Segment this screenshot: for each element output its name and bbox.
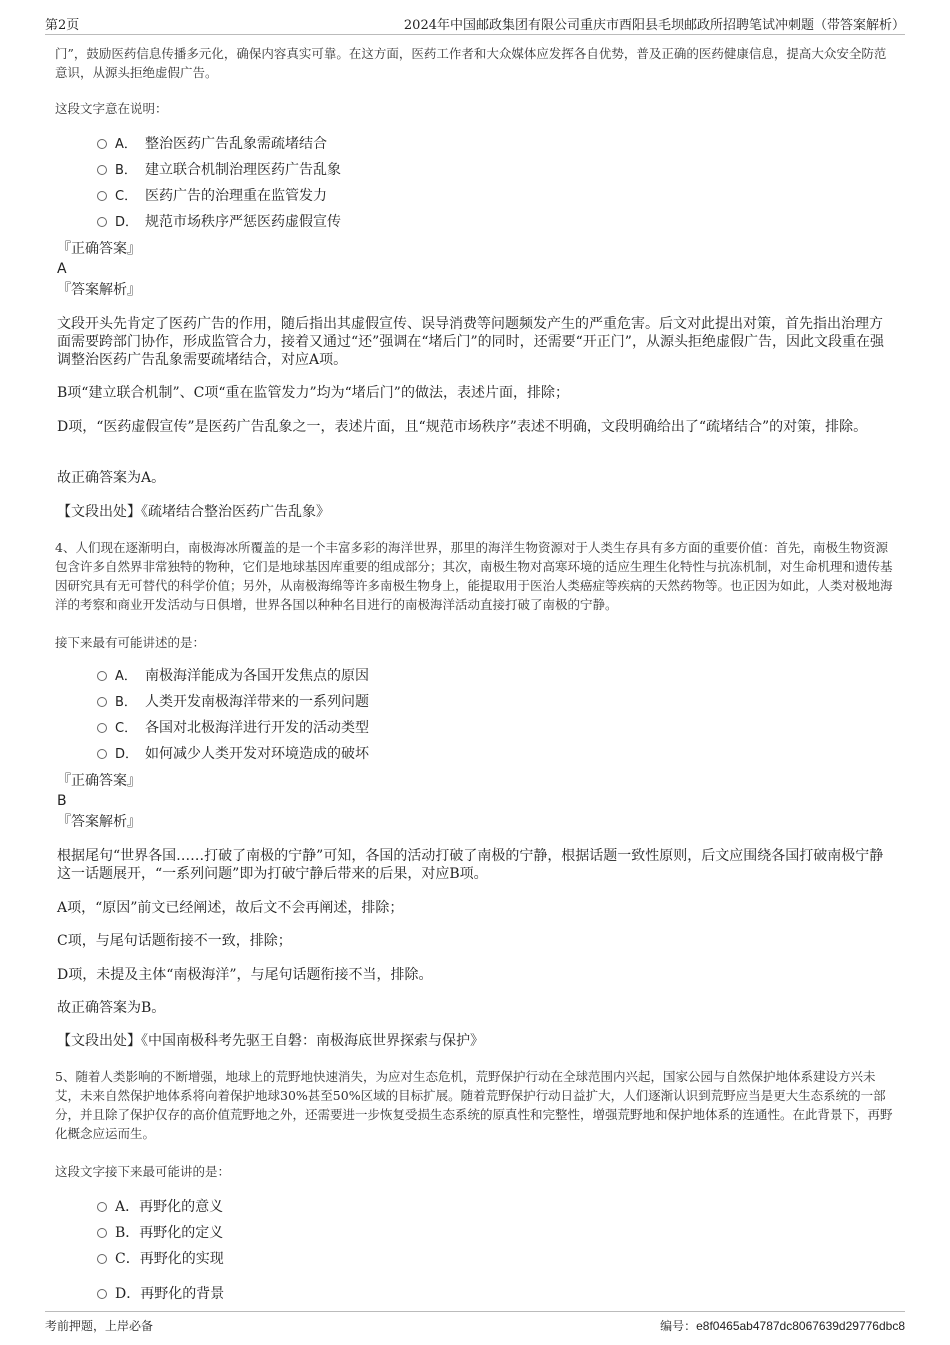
q4-prompt: 接下来最有可能讲述的是： xyxy=(55,635,206,650)
radio-icon[interactable] xyxy=(97,165,107,175)
q3-option-a[interactable]: A． 整治医药广告乱象需疏堵结合 xyxy=(97,134,327,155)
radio-icon[interactable] xyxy=(97,749,107,759)
q4-option-b[interactable]: B． 人类开发南极海洋带来的一系列问题 xyxy=(97,692,369,713)
q4-passage: 4、人们现在逐渐明白，南极海冰所覆盖的是一个丰富多彩的海洋世界，那里的海洋生物资源对于人类生存具有多方面的重要价值：首先，南极生物资源包含许多自然界非常独特的物种，它们是地球基因库重要的组成部分；其次，南极生物对高寒环境的适应生理生化特性与抗冻机制，对生命机理和遗传基因研究具有无可替代的科学价值；另外，从南极海绵等许多南极生物身上，能提取用于医治人类癌症等疾病的天然药物等。也正因为如此，人类对极地海洋的考察和商业开发活动与日俱增，世界各国以种种名目进行的南极海洋活动直接打破了南极的宁静。 xyxy=(55,540,893,612)
document-title: 2024年中国邮政集团有限公司重庆市酉阳县毛坝邮政所招聘笔试冲刺题（带答案解析） xyxy=(403,18,905,33)
q4-analysis-4: D项，未提及主体“南极海洋”，与尾句话题衔接不当，排除。 xyxy=(57,967,433,983)
q4-analysis-label: 『答案解析』 xyxy=(57,814,141,830)
radio-icon[interactable] xyxy=(97,217,107,227)
page-number: 第2页 xyxy=(45,18,80,33)
q4-analysis-5: 故正确答案为B。 xyxy=(57,1000,166,1016)
radio-icon[interactable] xyxy=(97,1254,107,1264)
radio-icon[interactable] xyxy=(97,1202,107,1212)
q4-answer: B xyxy=(57,793,67,809)
radio-icon[interactable] xyxy=(97,191,107,201)
q3-option-d[interactable]: D． 规范市场秩序严惩医药虚假宣传 xyxy=(97,212,341,233)
footer-slogan: 考前押题，上岸必备 xyxy=(45,1319,154,1333)
radio-icon[interactable] xyxy=(97,723,107,733)
q3-analysis-4: 故正确答案为A。 xyxy=(57,470,166,486)
page-header xyxy=(45,12,905,35)
q5-option-d[interactable]: D．再野化的背景 xyxy=(97,1284,224,1304)
q5-option-c[interactable]: C．再野化的实现 xyxy=(97,1249,224,1269)
q4-analysis-3: C项，与尾句话题衔接不一致，排除； xyxy=(57,933,292,949)
q3-option-b[interactable]: B． 建立联合机制治理医药广告乱象 xyxy=(97,160,341,181)
q4-answer-label: 『正确答案』 xyxy=(57,773,141,789)
q3-analysis-1: 文段开头先肯定了医药广告的作用，随后指出其虚假宣传、误导消费等问题频发产生的严重危害。后文对此提出对策，首先指出治理方面需要跨部门协作，形成监管合力，接着又通过“还”强调在“堵后门”的同时，还需要“开正门”，从源头拒绝虚假广告，因此文段重在强调整治医药广告乱象需要疏堵结合，对应A项。 xyxy=(57,316,884,368)
q4-source: 【文段出处】《中国南极科考先驱王自磐：南极海底世界探索与保护》 xyxy=(57,1033,484,1049)
radio-icon[interactable] xyxy=(97,697,107,707)
page-footer xyxy=(45,1311,905,1336)
radio-icon[interactable] xyxy=(97,671,107,681)
radio-icon[interactable] xyxy=(97,1228,107,1238)
q5-passage: 5、随着人类影响的不断增强，地球上的荒野地快速消失，为应对生态危机，荒野保护行动在全球范围内兴起，国家公园与自然保护地体系建设方兴未艾，未来自然保护地体系将向着保护地球30%甚至50%区域的目标扩展。随着荒野保护行动日益扩大，人们逐渐认识到荒野应当是更大生态系统的一部分，并且除了保护仅存的高价值荒野地之外，还需要进一步恢复受损生态系统的原真性和完整性，增强荒野地和保护地体系的连通性。在此背景下，再野化概念应运而生。 xyxy=(55,1069,893,1141)
q5-prompt: 这段文字接下来最可能讲的是： xyxy=(55,1164,231,1179)
q3-analysis-label: 『答案解析』 xyxy=(57,282,141,298)
q3-option-c[interactable]: C． 医药广告的治理重在监管发力 xyxy=(97,186,327,207)
q3-passage-tail: 门”，鼓励医药信息传播多元化，确保内容真实可靠。在这方面，医药工作者和大众媒体应发挥各自优势，普及正确的医药健康信息，提高大众安全防范意识，从源头拒绝虚假广告。 xyxy=(55,46,887,80)
radio-icon[interactable] xyxy=(97,1289,107,1299)
radio-icon[interactable] xyxy=(97,139,107,149)
q3-source: 【文段出处】《疏堵结合整治医药广告乱象》 xyxy=(57,504,330,520)
q3-analysis-3: D项，“医药虚假宣传”是医药广告乱象之一，表述片面，且“规范市场秩序”表述不明确，文段明确给出了“疏堵结合”的对策，排除。 xyxy=(57,419,868,435)
q4-option-a[interactable]: A． 南极海洋能成为各国开发焦点的原因 xyxy=(97,666,369,687)
q4-analysis-2: A项，“原因”前文已经阐述，故后文不会再阐述，排除； xyxy=(57,900,404,916)
q3-analysis-2: B项“建立联合机制”、C项“重在监管发力”均为“堵后门”的做法，表述片面，排除； xyxy=(57,385,569,401)
q3-answer: A xyxy=(57,261,67,277)
q4-option-d[interactable]: D． 如何减少人类开发对环境造成的破坏 xyxy=(97,744,369,765)
q4-analysis-1: 根据尾句“世界各国……打破了南极的宁静”可知，各国的活动打破了南极的宁静，根据话题一致性原则，后文应围绕各国打破南极宁静这一话题展开，“一系列问题”即为打破宁静后带来的后果，对应B项。 xyxy=(57,848,884,882)
q5-option-b[interactable]: B．再野化的定义 xyxy=(97,1223,223,1243)
q5-option-a[interactable]: A．再野化的意义 xyxy=(97,1197,223,1217)
q3-answer-label: 『正确答案』 xyxy=(57,241,141,257)
q4-option-c[interactable]: C． 各国对北极海洋进行开发的活动类型 xyxy=(97,718,369,739)
q3-prompt: 这段文字意在说明： xyxy=(55,101,168,116)
document-id: 编号：e8f0465ab4787dc8067639d29776dbc8 xyxy=(660,1319,905,1333)
